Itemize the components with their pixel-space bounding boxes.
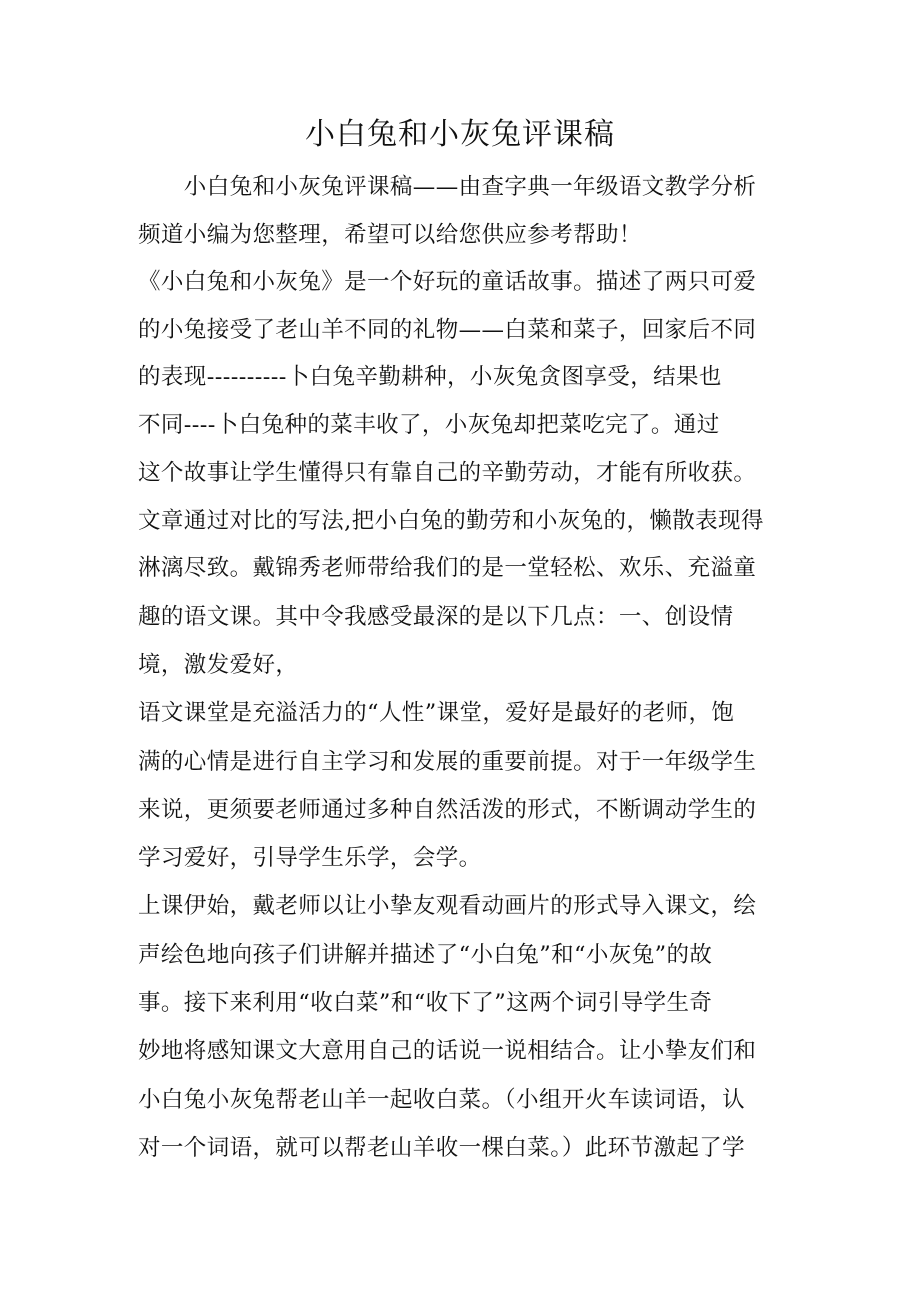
paragraph-line: 境，激发爱好， (138, 652, 299, 678)
paragraph-line: 妙地将感知课文大意用自己的话说一说相结合。让小挚友们和 (138, 1038, 757, 1064)
paragraph-line: 的小兔接受了老山羊不同的礼物——白菜和菜子，回家后不同 (138, 317, 757, 343)
paragraph-line: 频道小编为您整理，希望可以给您供应参考帮助！ (138, 222, 642, 248)
paragraph-line: 的表现----------卜白兔辛勤耕种，小灰兔贪图享受，结果也 (138, 364, 722, 390)
paragraph-line: 这个故事让学生懂得只有靠自己的辛勤劳动，才能有所收获。 (138, 460, 757, 486)
paragraph-line: 文章通过对比的写法,把小白兔的勤劳和小灰兔的，懒散表现得 (138, 508, 764, 534)
paragraph-line: 小白兔小灰兔帮老山羊一起收白菜。（小组开火车读词语，认 (138, 1087, 746, 1113)
paragraph-line: 对一个词语，就可以帮老山羊收一棵白菜。）此环节激起了学 (138, 1135, 746, 1161)
paragraph-line: 满的心情是进行自主学习和发展的重要前提。对于一年级学生 (138, 749, 757, 775)
paragraph-line: 事。接下来利用“收白菜”和“收下了”这两个词引导学生奇 (138, 990, 713, 1016)
paragraph-line: 趣的语文课。其中令我感受最深的是以下几点：一、创设情 (138, 604, 734, 630)
paragraph-line: 不同----卜白兔种的菜丰收了，小灰兔却把菜吃完了。通过 (138, 412, 720, 438)
paragraph-line: 小白兔和小灰兔评课稿——由查字典一年级语文教学分析 (138, 174, 757, 200)
paragraph-line: 上课伊始，戴老师以让小挚友观看动画片的形式导入课文，绘 (138, 893, 757, 919)
paragraph-line: 语文课堂是充溢活力的“人性”课堂，爱好是最好的老师，饱 (138, 700, 735, 726)
paragraph-line: 声绘色地向孩子们讲解并描述了“小白兔”和“小灰兔”的故 (138, 942, 713, 968)
paragraph-line: 学习爱好，引导学生乐学，会学。 (138, 845, 482, 871)
paragraph-line: 来说，更须要老师通过多种自然活泼的形式，不断调动学生的 (138, 797, 757, 823)
paragraph-line: 《小白兔和小灰兔》是一个好玩的童话故事。描述了两只可爱 (138, 269, 757, 295)
document-title: 小白兔和小灰兔评课稿 (305, 117, 615, 152)
paragraph-line: 淋漓尽致。戴锦秀老师带给我们的是一堂轻松、欢乐、充溢童 (138, 555, 757, 581)
